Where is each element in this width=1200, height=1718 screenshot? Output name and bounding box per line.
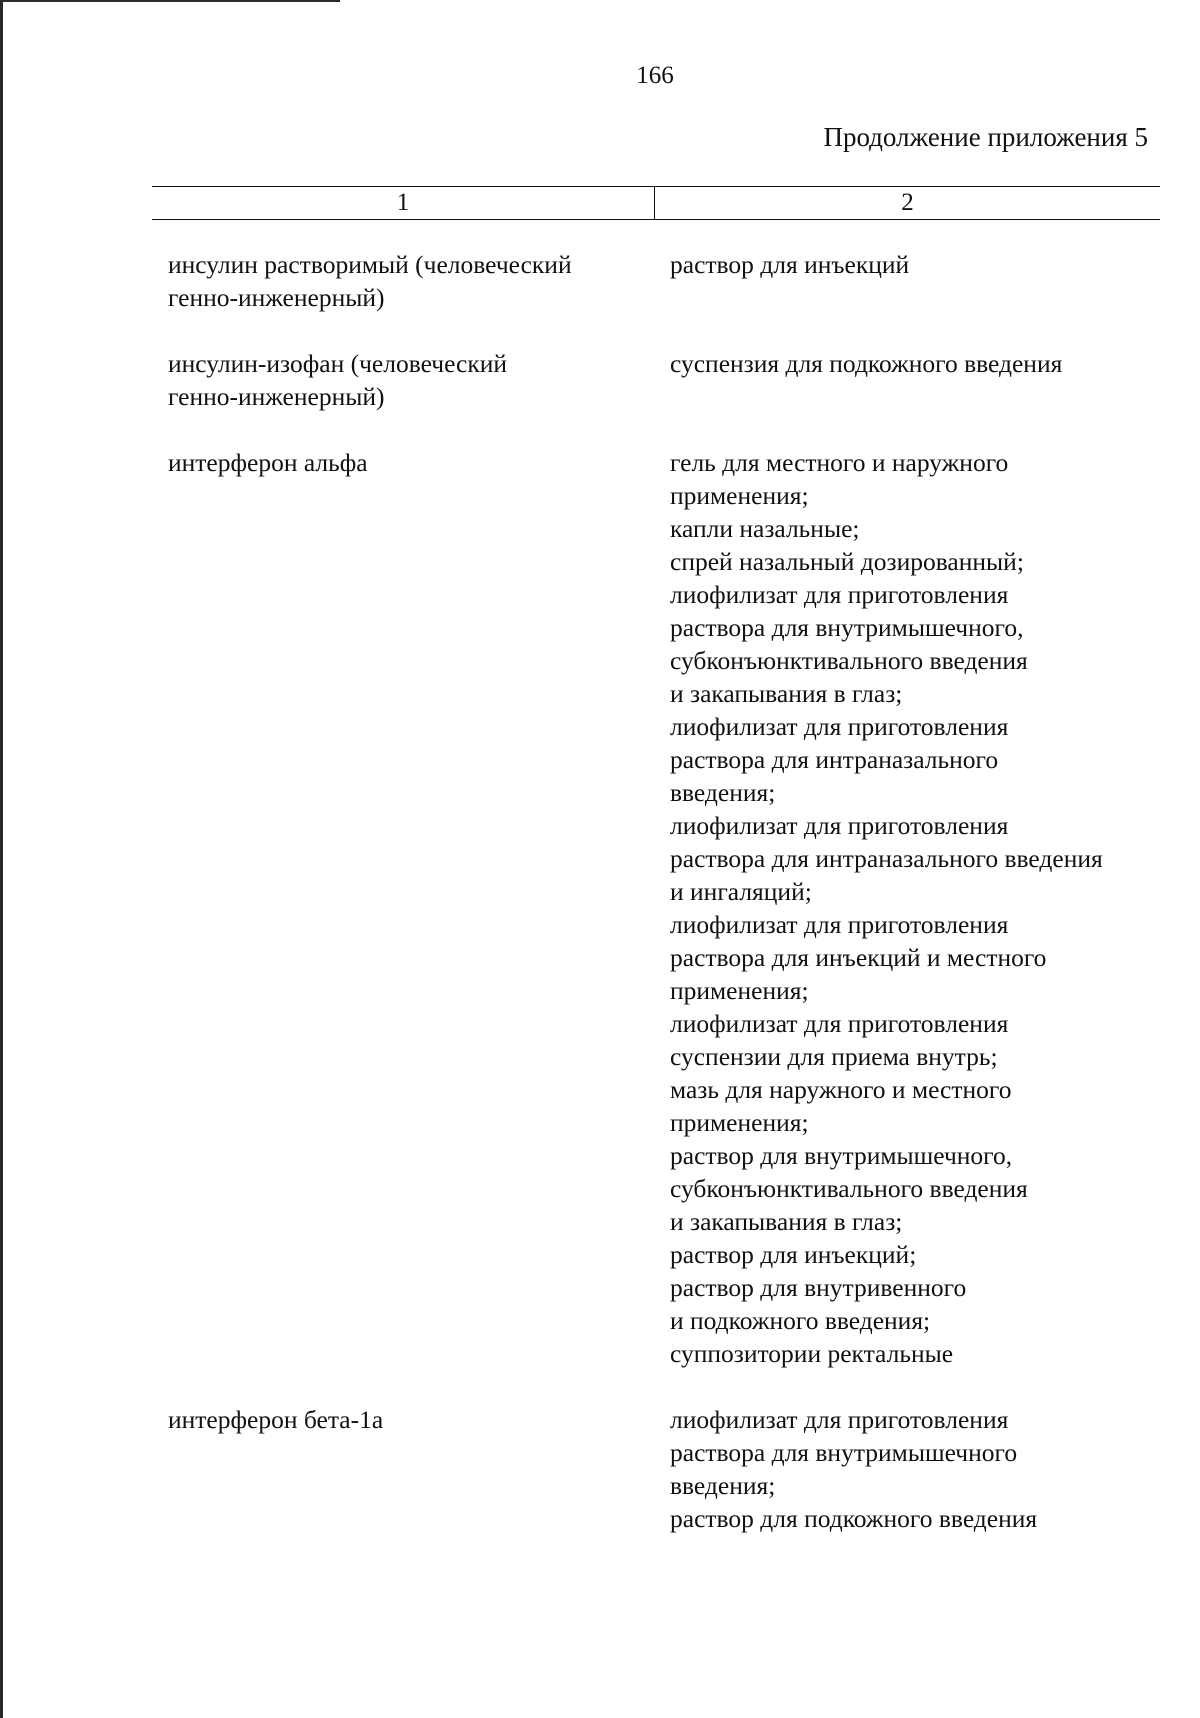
dosage-form-cell: лиофилизат для приготовления раствора для внутримышечного введения; раствор для подкожного введения [670, 1405, 1038, 1533]
table-header [152, 186, 1160, 220]
column-header-2: 2 [901, 189, 914, 216]
column-header-1: 1 [152, 187, 655, 219]
page-number: 166 [636, 62, 674, 89]
table-row [168, 1403, 1168, 1535]
drug-name-cell: интерферон бета-1a [168, 1405, 384, 1434]
drug-name-cell: интерферон альфа [168, 448, 368, 477]
table-row [168, 446, 1168, 1370]
continuation-heading: Продолжение приложения 5 [823, 122, 1148, 152]
table-row [168, 347, 1168, 413]
dosage-form-cell: раствор для инъекций [670, 250, 910, 279]
dosage-form-cell: гель для местного и наружного применения; капли назальные; спрей назальный дозированный; лиофилизат для приготовления раствора для внутримышечного, субконъюнктивального введения и закапывания в глаз; лиофилизат для приготовления раствора для интраназального введения; лиофилизат для приготовления раствора для интраназального введения и ингаляций; лиофилизат для приготовления раствора для инъекций и местного применения; лиофилизат для приготовления суспензии для приема внутрь; мазь для наружного и местного применения; раствор для внутримышечного, субконъюнктивального введения и закапывания в глаз; раствор для инъекций; раствор для внутривенного и подкожного введения; суппозитории ректальные [670, 448, 1103, 1368]
scan-edge-left [0, 0, 3, 1718]
dosage-form-cell: суспензия для подкожного введения [670, 349, 1063, 378]
table-body [168, 248, 1168, 1568]
scan-edge-top [0, 0, 340, 2]
drug-name-cell: инсулин растворимый (человеческий генно-инженерный) [168, 250, 572, 312]
table-row [168, 248, 1168, 314]
drug-name-cell: инсулин-изофан (человеческий генно-инженерный) [168, 349, 508, 411]
